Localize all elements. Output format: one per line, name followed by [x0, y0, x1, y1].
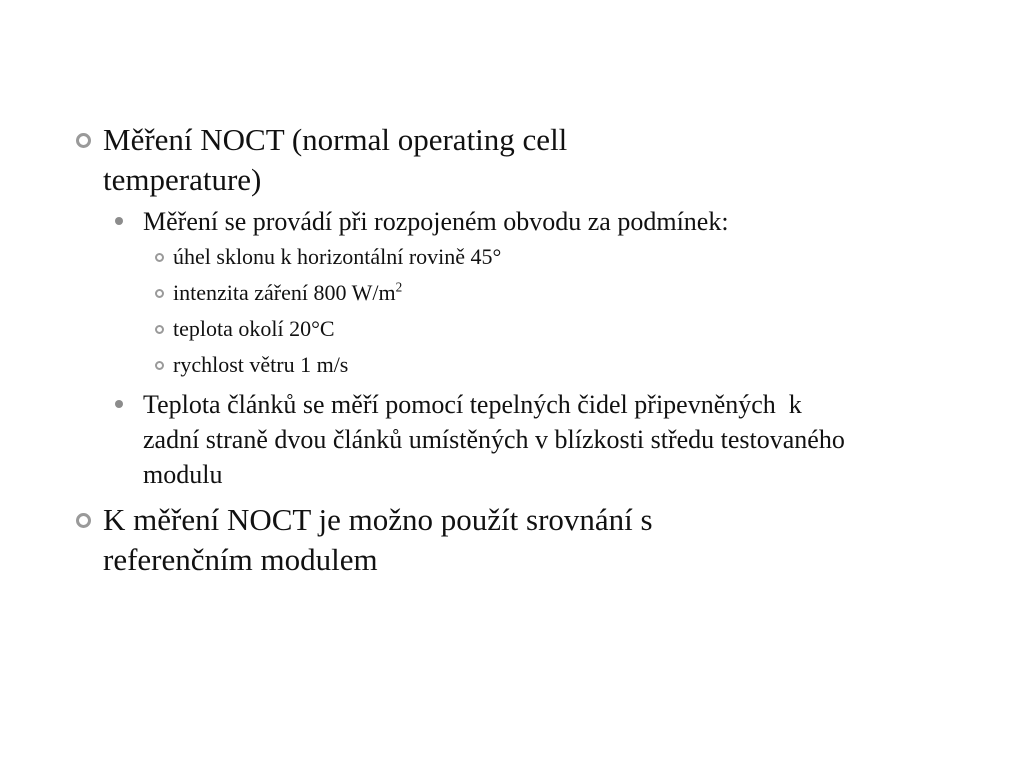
filled-dot-bullet-icon: [115, 217, 123, 225]
bullet-text: K měření NOCT je možno použít srovnání s referenčním modulem: [103, 502, 653, 577]
bullet-text: Měření NOCT (normal operating cell temperature): [103, 122, 568, 197]
superscript: 2: [395, 279, 403, 295]
bullet-text: Měření se provádí při rozpojeném obvodu za podmínek:: [143, 207, 729, 236]
bullet-text: rychlost větru 1 m/s: [173, 352, 349, 377]
bullet-text: úhel sklonu k horizontální rovině 45°: [173, 244, 502, 269]
bullet-item-level3: [143, 239, 970, 275]
small-hollow-circle-bullet-icon: [155, 325, 164, 334]
bullet-text: teplota okolí 20°C: [173, 316, 335, 341]
bullet-item-level3: [143, 311, 970, 347]
bullet-item-level1: [70, 500, 803, 580]
bullet-item-level3: [143, 347, 970, 383]
bullet-item-level1: [70, 120, 703, 200]
hollow-circle-bullet-icon: [76, 133, 91, 148]
small-hollow-circle-bullet-icon: [155, 289, 164, 298]
small-hollow-circle-bullet-icon: [155, 361, 164, 370]
filled-dot-bullet-icon: [115, 400, 123, 408]
bullet-item-level3: [143, 275, 970, 311]
bullet-list: [70, 120, 970, 580]
bullet-item-level2: [103, 204, 783, 239]
bullet-text: Teplota článků se měří pomocí tepelných čidel připevněných k zadní straně dvou článků umístěných v blízkosti středu testovaného modulu: [143, 390, 852, 489]
hollow-circle-bullet-icon: [76, 513, 91, 528]
bullet-item-level2: [103, 387, 863, 492]
small-hollow-circle-bullet-icon: [155, 253, 164, 262]
bullet-text: intenzita záření 800 W/m: [173, 280, 396, 305]
